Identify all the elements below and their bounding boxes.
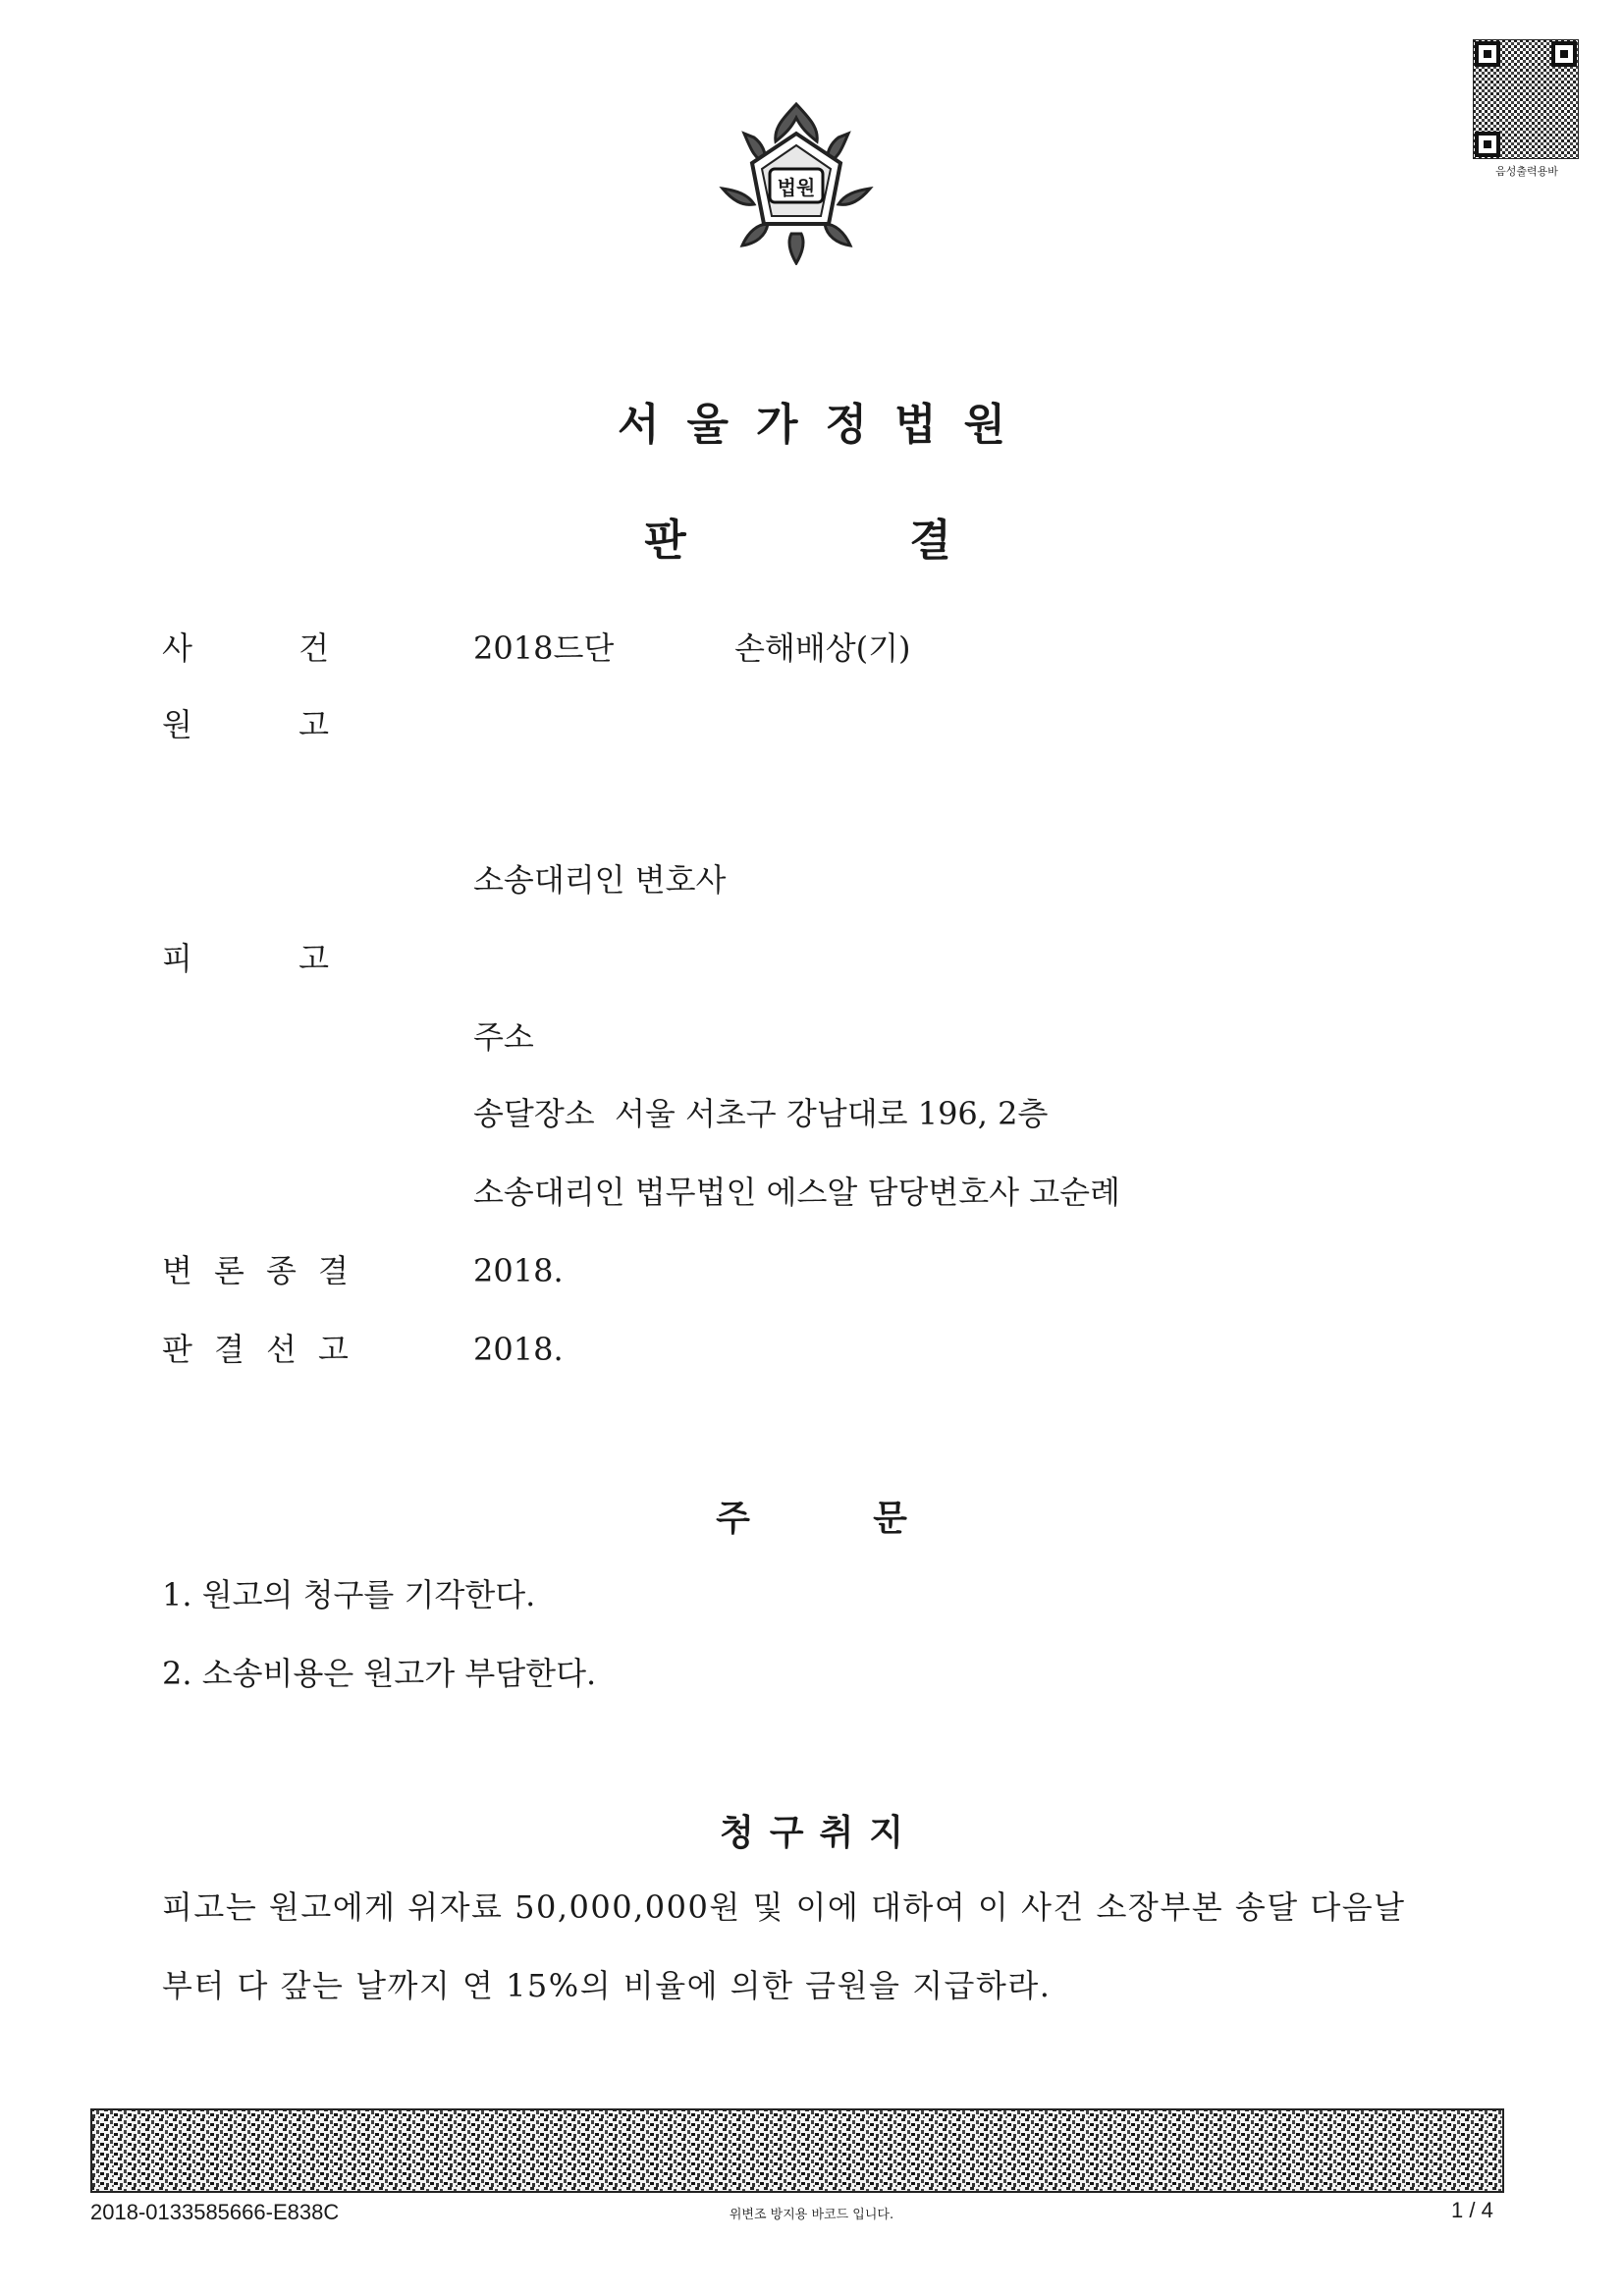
plaintiff-attorney: 소송대리인 변호사 (473, 861, 727, 899)
case-label: 사 건 (162, 629, 329, 667)
order-item: 2. 소송비용은 원고가 부담한다. (162, 1655, 597, 1692)
document-id: 2018-0133585666-E838C (90, 2200, 340, 2224)
defendant-address: 주소 (473, 1018, 534, 1056)
service-address: 송달장소 서울 서초구 강남대로 196, 2층 (473, 1095, 1049, 1132)
qr-code-icon (1473, 39, 1579, 159)
plaintiff-label: 원 고 (162, 706, 329, 743)
defendant-label: 피 고 (162, 940, 329, 977)
case-number: 2018드단 (473, 629, 615, 667)
court-name: 서울가정법원 (617, 400, 1034, 450)
claim-heading: 청구취지 (719, 1813, 920, 1853)
hearing-closed-label: 변 론 종 결 (162, 1252, 349, 1289)
order-item: 1. 원고의 청구를 기각한다. (162, 1576, 536, 1613)
claim-line: 피고는 원고에게 위자료 50,000,000원 및 이에 대하여 이 사건 소장부본 송달 다음날 (162, 1888, 1406, 1926)
hearing-closed-date: 2018. (473, 1252, 564, 1289)
page-number: 1 / 4 (1451, 2198, 1493, 2222)
order-heading: 주 문 (716, 1499, 907, 1539)
document-title (0, 505, 1623, 568)
case-type: 손해배상(기) (734, 629, 911, 667)
judgment-date: 2018. (473, 1331, 564, 1368)
emblem-label: 법원 (777, 176, 816, 199)
claim-line: 부터 다 갚는 날까지 연 15%의 비율에 의한 금원을 지급하라. (162, 1967, 1052, 2004)
anti-forgery-barcode (90, 2108, 1504, 2193)
title-char-left: 판 (644, 516, 714, 566)
title-char-right: 결 (909, 516, 979, 566)
defendant-attorney: 소송대리인 법무법인 에스알 담당변호사 고순례 (473, 1174, 1120, 1211)
barcode-note: 위변조 방지용 바코드 입니다. (729, 2208, 894, 2222)
judgment-date-label: 판 결 선 고 (162, 1331, 349, 1368)
qr-caption: 음성출력용바 (1495, 165, 1558, 178)
